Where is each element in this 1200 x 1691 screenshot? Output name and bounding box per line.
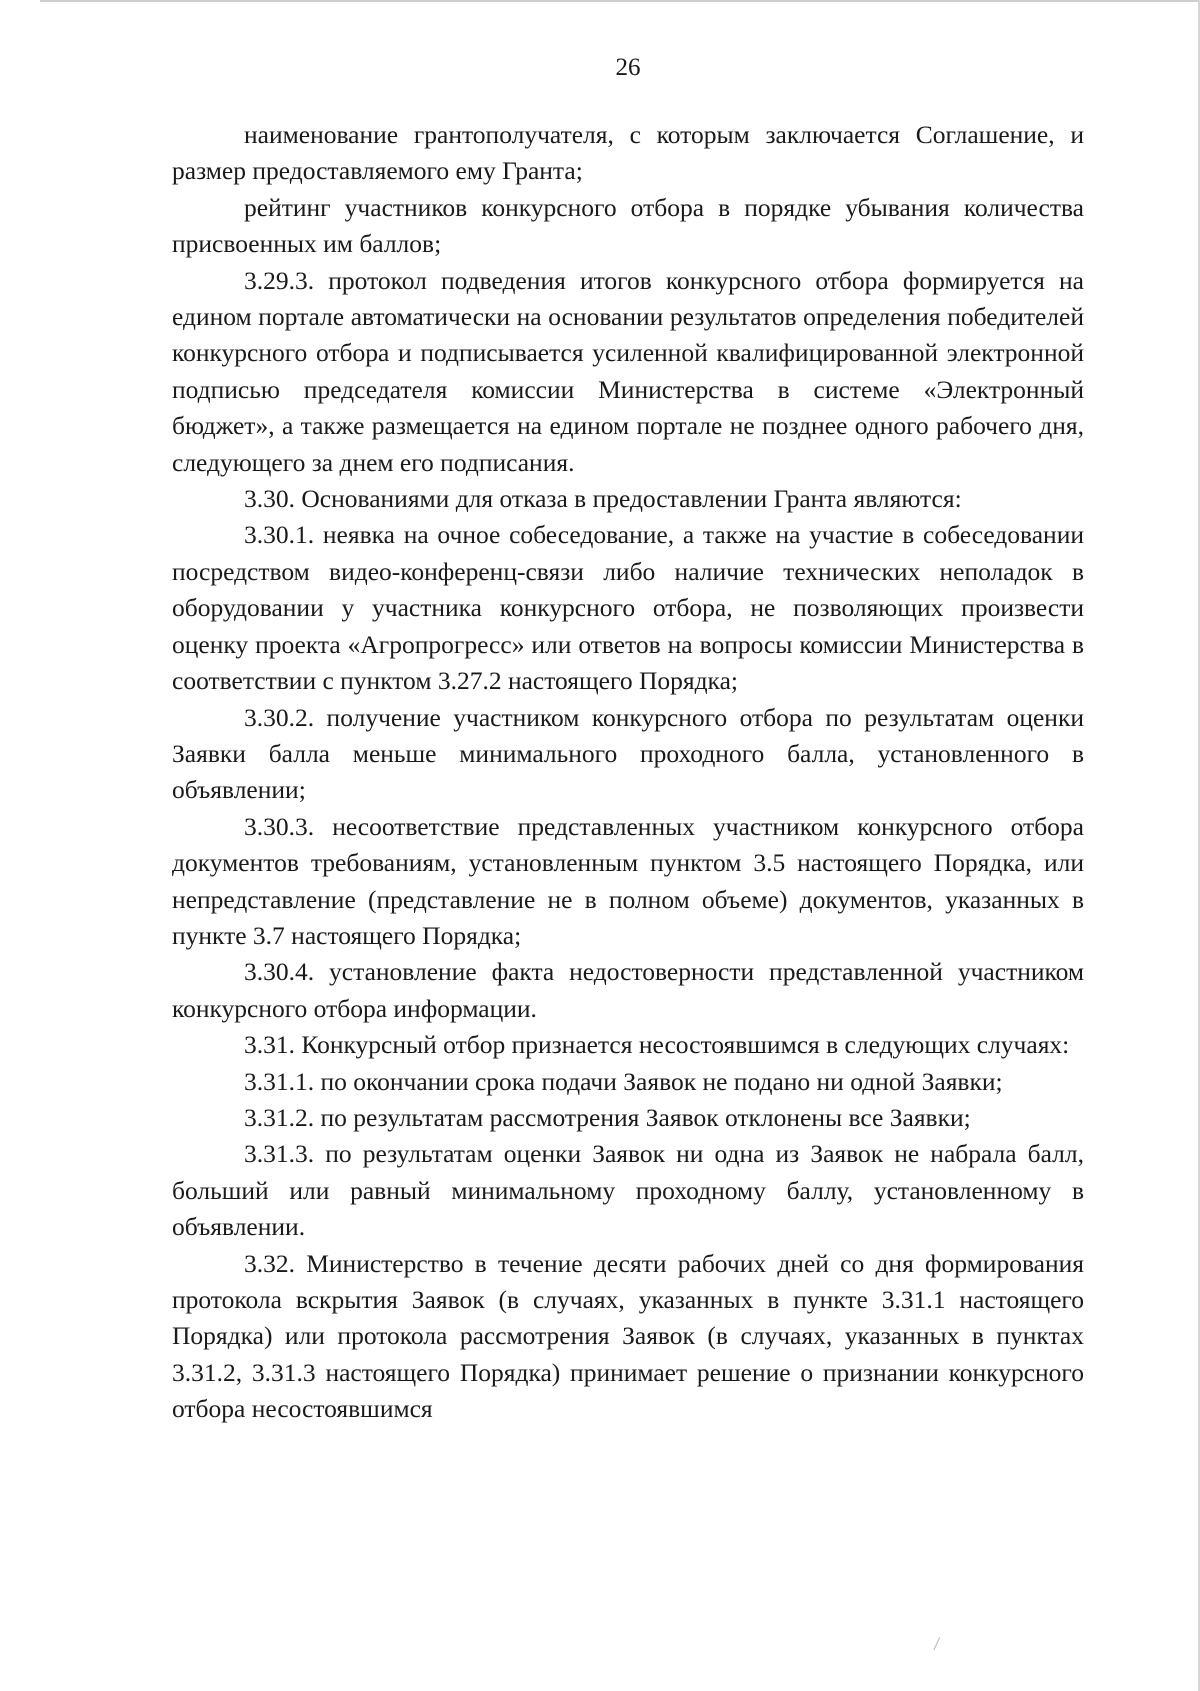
paragraph-3-30: 3.30. Основаниями для отказа в предоставлении Гранта являются: — [244, 484, 962, 514]
paragraph-3-30-1: 3.30.1. неявка на очное собеседование, а также на участие в собеседовании посредством видео-конференц-связи либо наличие технических неполадок в оборудовании у участника конкурсного отбора, не позволяющих произвести оценку проекта «Агропрогресс» или ответов на вопросы комиссии Министерства в соответствии с пунктом 3.27.2 настоящего Порядка; — [172, 520, 1084, 696]
paragraph-3-31-3: 3.31.3. по результатам оценки Заявок ни одна из Заявок не набрала балл, больший или равный минимальному проходному баллу, установленному в объявлении. — [172, 1139, 1084, 1242]
paragraph-recipient-name: наименование грантополучателя, с которым заключается Соглашение, и размер предоставляемого ему Гранта; — [172, 120, 1084, 186]
paragraph-3-32: 3.32. Министерство в течение десяти рабочих дней со дня формирования протокола вскрытия Заявок (в случаях, указанных в пункте 3.31.1 настоящего Порядка) или протокола рассмотрения Заявок (в случаях, указанных в пунктах 3.31.2, 3.31.3 настоящего Порядка) принимает решение о признании конкурсного отбора несостоявшимся — [172, 1248, 1084, 1424]
paragraph-3-30-2: 3.30.2. получение участником конкурсного отбора по результатам оценки Заявки балла меньше минимального проходного балла, установленного в объявлении; — [172, 702, 1084, 805]
scan-edge-top — [40, 0, 1200, 2]
paragraph-3-31: 3.31. Конкурсный отбор признается несостоявшимся в следующих случаях: — [244, 1030, 1070, 1060]
paragraph-3-30-4: 3.30.4. установление факта недостоверности представленной участником конкурсного отбора информации. — [172, 957, 1084, 1023]
paragraph-3-29-3: 3.29.3. протокол подведения итогов конкурсного отбора формируется на едином портале автоматически на основании результатов определения победителей конкурсного отбора и подписывается усиленной квалифицированной электронной подписью председателя комиссии Министерства в системе «Электронный бюджет», а также размещается на едином портале не позднее одного рабочего дня, следующего за днем его подписания. — [172, 265, 1084, 477]
paragraph-3-31-2: 3.31.2. по результатам рассмотрения Заявок отклонены все Заявки; — [244, 1102, 971, 1132]
document-body — [172, 117, 1084, 1428]
paragraph-3-31-1: 3.31.1. по окончании срока подачи Заявок не подано ни одной Заявки; — [244, 1066, 1003, 1096]
paragraph-3-30-3: 3.30.3. несоответствие представленных участником конкурсного отбора документов требованиям, установленным пунктом 3.5 настоящего Порядка, или непредставление (представление не в полном объеме) документов, указанных в пункте 3.7 настоящего Порядка; — [172, 811, 1084, 950]
scan-artifact-mark — [933, 1637, 945, 1653]
paragraph-rating: рейтинг участников конкурсного отбора в порядке убывания количества присвоенных им баллов; — [172, 192, 1084, 259]
page-number: 26 — [615, 54, 641, 81]
